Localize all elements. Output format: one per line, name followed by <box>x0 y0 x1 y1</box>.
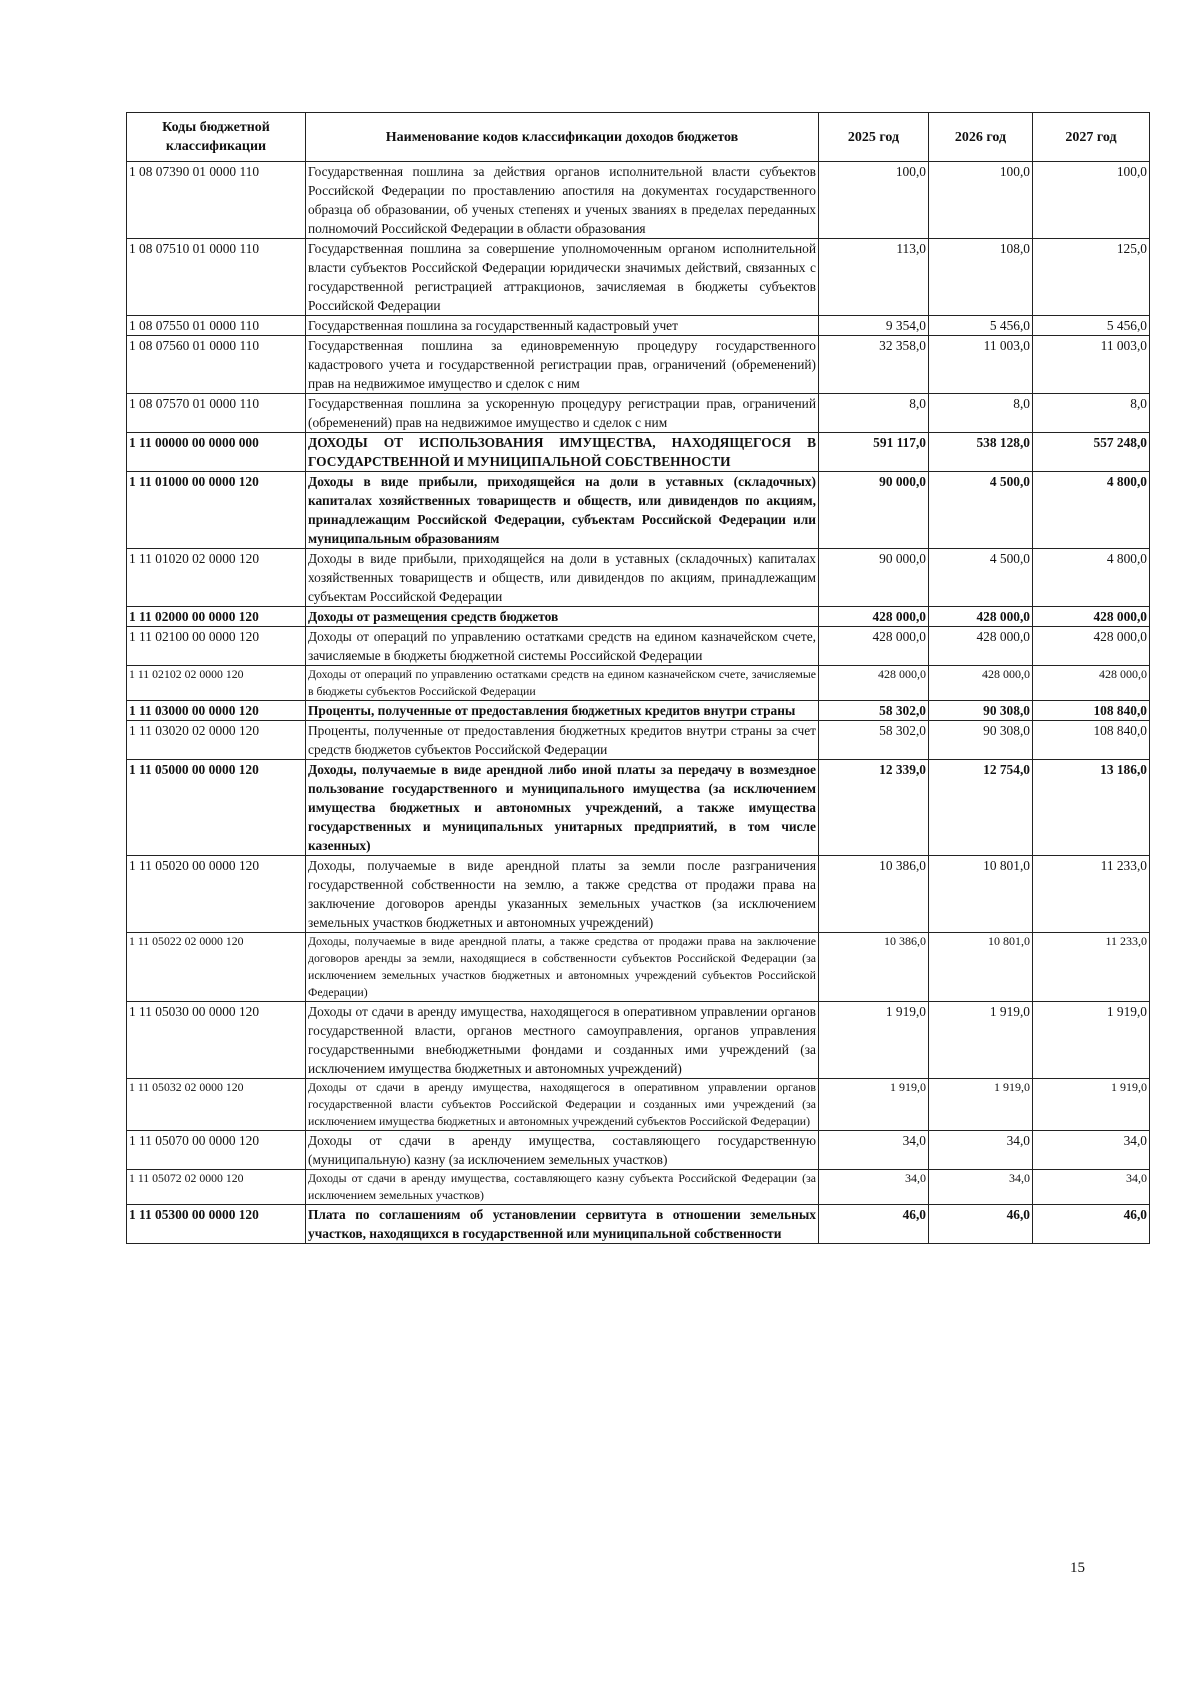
value-2027-cell: 34,0 <box>1033 1131 1150 1170</box>
value-2025-cell: 34,0 <box>819 1170 929 1205</box>
value-2026-cell: 11 003,0 <box>929 336 1033 394</box>
value-2027-cell: 1 919,0 <box>1033 1079 1150 1131</box>
name-cell: Доходы от сдачи в аренду имущества, составляющего государственную (муниципальную) казну (за исключением земельных участков) <box>306 1131 819 1170</box>
code-cell: 1 11 00000 00 0000 000 <box>127 433 306 472</box>
value-2026-cell: 12 754,0 <box>929 760 1033 856</box>
code-cell: 1 11 03020 02 0000 120 <box>127 721 306 760</box>
value-2027-cell: 100,0 <box>1033 162 1150 239</box>
table-row <box>127 933 1150 1002</box>
table-row <box>127 1170 1150 1205</box>
value-2025-cell: 8,0 <box>819 394 929 433</box>
name-cell: Доходы, получаемые в виде арендной платы за земли после разграничения государственной собственности на землю, а также средства от продажи права на заключение договоров аренды указанных земельных участков (за исключением земельных участков бюджетных и автономных учреждений) <box>306 856 819 933</box>
name-cell: Государственная пошлина за государственный кадастровый учет <box>306 316 819 336</box>
table-row <box>127 760 1150 856</box>
value-2025-cell: 90 000,0 <box>819 549 929 607</box>
table-row <box>127 433 1150 472</box>
name-cell: Проценты, полученные от предоставления бюджетных кредитов внутри страны <box>306 701 819 721</box>
table-row <box>127 1205 1150 1244</box>
table-row <box>127 549 1150 607</box>
value-2027-cell: 4 800,0 <box>1033 472 1150 549</box>
code-cell: 1 08 07510 01 0000 110 <box>127 239 306 316</box>
value-2026-cell: 10 801,0 <box>929 933 1033 1002</box>
value-2027-cell: 11 003,0 <box>1033 336 1150 394</box>
code-cell: 1 11 05000 00 0000 120 <box>127 760 306 856</box>
value-2026-cell: 46,0 <box>929 1205 1033 1244</box>
value-2026-cell: 100,0 <box>929 162 1033 239</box>
table-row <box>127 721 1150 760</box>
name-cell: Доходы от операций по управлению остатками средств на едином казначейском счете, зачисляемые в бюджеты бюджетной системы Российской Федерации <box>306 627 819 666</box>
header-code: Коды бюджетной классификации <box>127 113 306 162</box>
code-cell: 1 11 05032 02 0000 120 <box>127 1079 306 1131</box>
value-2027-cell: 8,0 <box>1033 394 1150 433</box>
code-cell: 1 11 02000 00 0000 120 <box>127 607 306 627</box>
value-2026-cell: 34,0 <box>929 1170 1033 1205</box>
value-2027-cell: 34,0 <box>1033 1170 1150 1205</box>
table-row <box>127 394 1150 433</box>
value-2026-cell: 90 308,0 <box>929 721 1033 760</box>
name-cell: Доходы в виде прибыли, приходящейся на доли в уставных (складочных) капиталах хозяйственных товариществ и обществ, или дивидендов по акциям, принадлежащим субъектам Российской Федерации <box>306 549 819 607</box>
name-cell: Плата по соглашениям об установлении сервитута в отношении земельных участков, находящихся в государственной или муниципальной собственности <box>306 1205 819 1244</box>
header-2026: 2026 год <box>929 113 1033 162</box>
table-header-row <box>127 113 1150 162</box>
table-row <box>127 607 1150 627</box>
code-cell: 1 11 02102 02 0000 120 <box>127 666 306 701</box>
value-2026-cell: 4 500,0 <box>929 472 1033 549</box>
header-name: Наименование кодов классификации доходов бюджетов <box>306 113 819 162</box>
value-2027-cell: 4 800,0 <box>1033 549 1150 607</box>
name-cell: ДОХОДЫ ОТ ИСПОЛЬЗОВАНИЯ ИМУЩЕСТВА, НАХОДЯЩЕГОСЯ В ГОСУДАРСТВЕННОЙ И МУНИЦИПАЛЬНОЙ СОБСТВЕННОСТИ <box>306 433 819 472</box>
header-2025: 2025 год <box>819 113 929 162</box>
table-row <box>127 1002 1150 1079</box>
name-cell: Доходы от сдачи в аренду имущества, составляющего казну субъекта Российской Федерации (за исключением земельных участков) <box>306 1170 819 1205</box>
table-row <box>127 336 1150 394</box>
value-2025-cell: 9 354,0 <box>819 316 929 336</box>
value-2027-cell: 557 248,0 <box>1033 433 1150 472</box>
value-2025-cell: 100,0 <box>819 162 929 239</box>
value-2026-cell: 428 000,0 <box>929 627 1033 666</box>
value-2025-cell: 1 919,0 <box>819 1002 929 1079</box>
value-2026-cell: 90 308,0 <box>929 701 1033 721</box>
value-2027-cell: 5 456,0 <box>1033 316 1150 336</box>
name-cell: Доходы от сдачи в аренду имущества, находящегося в оперативном управлении органов государственной власти субъектов Российской Федерации и созданных ими учреждений (за исключением имущества бюджетных и автономных учреждений субъектов Российской Федерации) <box>306 1079 819 1131</box>
value-2025-cell: 34,0 <box>819 1131 929 1170</box>
value-2027-cell: 11 233,0 <box>1033 856 1150 933</box>
value-2026-cell: 428 000,0 <box>929 666 1033 701</box>
code-cell: 1 11 05072 02 0000 120 <box>127 1170 306 1205</box>
code-cell: 1 11 03000 00 0000 120 <box>127 701 306 721</box>
value-2025-cell: 113,0 <box>819 239 929 316</box>
code-cell: 1 11 05020 00 0000 120 <box>127 856 306 933</box>
value-2026-cell: 428 000,0 <box>929 607 1033 627</box>
value-2027-cell: 428 000,0 <box>1033 607 1150 627</box>
value-2026-cell: 4 500,0 <box>929 549 1033 607</box>
value-2025-cell: 58 302,0 <box>819 721 929 760</box>
value-2027-cell: 108 840,0 <box>1033 721 1150 760</box>
value-2025-cell: 428 000,0 <box>819 666 929 701</box>
value-2025-cell: 591 117,0 <box>819 433 929 472</box>
value-2027-cell: 428 000,0 <box>1033 666 1150 701</box>
code-cell: 1 11 02100 00 0000 120 <box>127 627 306 666</box>
value-2026-cell: 538 128,0 <box>929 433 1033 472</box>
name-cell: Доходы от размещения средств бюджетов <box>306 607 819 627</box>
table-row <box>127 316 1150 336</box>
value-2027-cell: 11 233,0 <box>1033 933 1150 1002</box>
name-cell: Государственная пошлина за ускоренную процедуру регистрации прав, ограничений (обременений) прав на недвижимое имущество и сделок с ним <box>306 394 819 433</box>
value-2027-cell: 13 186,0 <box>1033 760 1150 856</box>
value-2026-cell: 34,0 <box>929 1131 1033 1170</box>
name-cell: Государственная пошлина за совершение уполномоченным органом исполнительной власти субъектов Российской Федерации юридически значимых действий, связанных с государственной регистрацией аттракционов, зачисляемая в бюджеты субъектов Российской Федерации <box>306 239 819 316</box>
value-2027-cell: 46,0 <box>1033 1205 1150 1244</box>
value-2027-cell: 108 840,0 <box>1033 701 1150 721</box>
value-2025-cell: 10 386,0 <box>819 933 929 1002</box>
table-body <box>127 162 1150 1244</box>
code-cell: 1 11 01020 02 0000 120 <box>127 549 306 607</box>
value-2025-cell: 428 000,0 <box>819 607 929 627</box>
table-row <box>127 666 1150 701</box>
code-cell: 1 11 05030 00 0000 120 <box>127 1002 306 1079</box>
code-cell: 1 11 01000 00 0000 120 <box>127 472 306 549</box>
header-2027: 2027 год <box>1033 113 1150 162</box>
name-cell: Государственная пошлина за единовременную процедуру государственного кадастрового учета и государственной регистрации прав, ограничений (обременений) прав на недвижимое имущество и сделок с ним <box>306 336 819 394</box>
name-cell: Доходы в виде прибыли, приходящейся на доли в уставных (складочных) капиталах хозяйственных товариществ и обществ, или дивидендов по акциям, принадлежащим Российской Федерации, субъектам Российской Федерации или муниципальным образованиям <box>306 472 819 549</box>
name-cell: Проценты, полученные от предоставления бюджетных кредитов внутри страны за счет средств бюджетов субъектов Российской Федерации <box>306 721 819 760</box>
name-cell: Доходы от сдачи в аренду имущества, находящегося в оперативном управлении органов государственной власти, органов местного самоуправления, органов управления государственными внебюджетными фондами и созданных ими учреждений (за исключением имущества бюджетных и автономных учреждений) <box>306 1002 819 1079</box>
value-2026-cell: 8,0 <box>929 394 1033 433</box>
table-row <box>127 239 1150 316</box>
value-2025-cell: 12 339,0 <box>819 760 929 856</box>
budget-revenue-table <box>126 112 1150 1244</box>
value-2025-cell: 32 358,0 <box>819 336 929 394</box>
code-cell: 1 08 07570 01 0000 110 <box>127 394 306 433</box>
table-row <box>127 162 1150 239</box>
name-cell: Государственная пошлина за действия органов исполнительной власти субъектов Российской Федерации по проставлению апостиля на документах государственного образца об образовании, об ученых степенях и ученых званиях в пределах переданных полномочий Российской Федерации в области образования <box>306 162 819 239</box>
table-row <box>127 472 1150 549</box>
code-cell: 1 08 07550 01 0000 110 <box>127 316 306 336</box>
value-2026-cell: 1 919,0 <box>929 1079 1033 1131</box>
code-cell: 1 11 05070 00 0000 120 <box>127 1131 306 1170</box>
value-2026-cell: 5 456,0 <box>929 316 1033 336</box>
value-2026-cell: 10 801,0 <box>929 856 1033 933</box>
code-cell: 1 08 07560 01 0000 110 <box>127 336 306 394</box>
value-2025-cell: 58 302,0 <box>819 701 929 721</box>
value-2025-cell: 90 000,0 <box>819 472 929 549</box>
code-cell: 1 08 07390 01 0000 110 <box>127 162 306 239</box>
code-cell: 1 11 05300 00 0000 120 <box>127 1205 306 1244</box>
value-2025-cell: 428 000,0 <box>819 627 929 666</box>
value-2027-cell: 428 000,0 <box>1033 627 1150 666</box>
value-2025-cell: 10 386,0 <box>819 856 929 933</box>
name-cell: Доходы, получаемые в виде арендной платы, а также средства от продажи права на заключение договоров аренды за земли, находящиеся в собственности субъектов Российской Федерации (за исключением земельных участков бюджетных и автономных учреждений субъектов Российской Федерации) <box>306 933 819 1002</box>
value-2025-cell: 46,0 <box>819 1205 929 1244</box>
table-row <box>127 1079 1150 1131</box>
value-2026-cell: 1 919,0 <box>929 1002 1033 1079</box>
table-row <box>127 701 1150 721</box>
table-row <box>127 627 1150 666</box>
name-cell: Доходы, получаемые в виде арендной либо иной платы за передачу в возмездное пользование государственного и муниципального имущества (за исключением имущества бюджетных и автономных учреждений, а также имущества государственных и муниципальных унитарных предприятий, в том числе казенных) <box>306 760 819 856</box>
value-2026-cell: 108,0 <box>929 239 1033 316</box>
value-2027-cell: 125,0 <box>1033 239 1150 316</box>
table-row <box>127 856 1150 933</box>
name-cell: Доходы от операций по управлению остатками средств на едином казначейском счете, зачисляемые в бюджеты субъектов Российской Федерации <box>306 666 819 701</box>
code-cell: 1 11 05022 02 0000 120 <box>127 933 306 1002</box>
value-2025-cell: 1 919,0 <box>819 1079 929 1131</box>
page-number: 15 <box>1070 1560 1085 1576</box>
table-row <box>127 1131 1150 1170</box>
value-2027-cell: 1 919,0 <box>1033 1002 1150 1079</box>
